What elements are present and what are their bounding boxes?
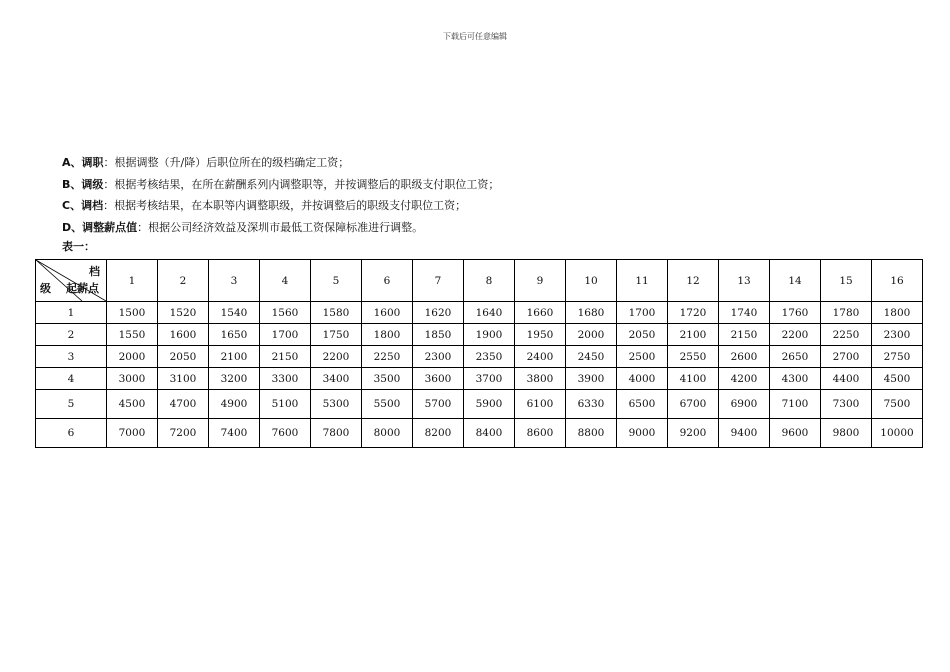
salary-cell: 1680 bbox=[566, 302, 617, 324]
table-row bbox=[36, 346, 923, 368]
column-header: 12 bbox=[668, 260, 719, 302]
salary-cell: 10000 bbox=[872, 419, 923, 448]
salary-cell: 2100 bbox=[209, 346, 260, 368]
salary-cell: 2200 bbox=[311, 346, 362, 368]
salary-cell: 9800 bbox=[821, 419, 872, 448]
salary-cell: 2300 bbox=[413, 346, 464, 368]
salary-cell: 5300 bbox=[311, 390, 362, 419]
salary-cell: 3100 bbox=[158, 368, 209, 390]
level-cell: 3 bbox=[36, 346, 107, 368]
salary-cell: 1600 bbox=[362, 302, 413, 324]
salary-cell: 6330 bbox=[566, 390, 617, 419]
salary-cell: 7400 bbox=[209, 419, 260, 448]
salary-cell: 2500 bbox=[617, 346, 668, 368]
salary-cell: 7000 bbox=[107, 419, 158, 448]
starting-salary-label: 起薪点 bbox=[66, 282, 99, 295]
salary-cell: 3900 bbox=[566, 368, 617, 390]
column-header: 6 bbox=[362, 260, 413, 302]
salary-cell: 8200 bbox=[413, 419, 464, 448]
salary-cell: 4100 bbox=[668, 368, 719, 390]
salary-cell: 4400 bbox=[821, 368, 872, 390]
diagonal-corner-cell bbox=[36, 260, 107, 302]
salary-cell: 1640 bbox=[464, 302, 515, 324]
salary-cell: 1950 bbox=[515, 324, 566, 346]
rule-text: ：根据调整（升/降）后职位所在的级档确定工资； bbox=[103, 156, 350, 169]
salary-cell: 2550 bbox=[668, 346, 719, 368]
level-cell: 4 bbox=[36, 368, 107, 390]
level-cell: 6 bbox=[36, 419, 107, 448]
salary-cell: 1500 bbox=[107, 302, 158, 324]
column-header: 10 bbox=[566, 260, 617, 302]
salary-cell: 2750 bbox=[872, 346, 923, 368]
salary-cell: 2350 bbox=[464, 346, 515, 368]
level-label: 级 bbox=[40, 282, 51, 295]
salary-cell: 2700 bbox=[821, 346, 872, 368]
level-cell: 1 bbox=[36, 302, 107, 324]
salary-cell: 6100 bbox=[515, 390, 566, 419]
salary-cell: 2450 bbox=[566, 346, 617, 368]
salary-grade-table bbox=[35, 259, 923, 448]
salary-cell: 8600 bbox=[515, 419, 566, 448]
column-header: 4 bbox=[260, 260, 311, 302]
salary-cell: 6900 bbox=[719, 390, 770, 419]
salary-cell: 2150 bbox=[260, 346, 311, 368]
salary-cell: 7500 bbox=[872, 390, 923, 419]
salary-cell: 4500 bbox=[107, 390, 158, 419]
table-body bbox=[36, 302, 923, 448]
salary-cell: 1700 bbox=[617, 302, 668, 324]
salary-cell: 9600 bbox=[770, 419, 821, 448]
rule-text: ：根据公司经济效益及深圳市最低工资保障标准进行调整。 bbox=[137, 220, 424, 234]
salary-cell: 2050 bbox=[158, 346, 209, 368]
table-row bbox=[36, 390, 923, 419]
grade-step-label: 档 bbox=[89, 265, 100, 278]
column-header: 5 bbox=[311, 260, 362, 302]
salary-cell: 5100 bbox=[260, 390, 311, 419]
salary-cell: 4900 bbox=[209, 390, 260, 419]
rule-d bbox=[62, 217, 499, 239]
salary-cell: 1750 bbox=[311, 324, 362, 346]
rule-a bbox=[62, 152, 499, 174]
salary-cell: 3500 bbox=[362, 368, 413, 390]
salary-cell: 1740 bbox=[719, 302, 770, 324]
rule-key: C、调档 bbox=[62, 199, 104, 212]
salary-cell: 3800 bbox=[515, 368, 566, 390]
rule-b bbox=[62, 174, 499, 196]
salary-cell: 1580 bbox=[311, 302, 362, 324]
salary-cell: 3000 bbox=[107, 368, 158, 390]
salary-cell: 1800 bbox=[872, 302, 923, 324]
salary-cell: 4300 bbox=[770, 368, 821, 390]
column-header: 13 bbox=[719, 260, 770, 302]
salary-cell: 2000 bbox=[566, 324, 617, 346]
salary-cell: 3600 bbox=[413, 368, 464, 390]
salary-cell: 1720 bbox=[668, 302, 719, 324]
salary-cell: 2100 bbox=[668, 324, 719, 346]
table-header-row bbox=[36, 260, 923, 302]
salary-cell: 1620 bbox=[413, 302, 464, 324]
salary-cell: 3700 bbox=[464, 368, 515, 390]
salary-cell: 8800 bbox=[566, 419, 617, 448]
column-header: 7 bbox=[413, 260, 464, 302]
salary-cell: 2200 bbox=[770, 324, 821, 346]
level-cell: 5 bbox=[36, 390, 107, 419]
salary-cell: 8400 bbox=[464, 419, 515, 448]
rule-key: A、调职 bbox=[62, 156, 104, 169]
salary-cell: 2250 bbox=[362, 346, 413, 368]
adjustment-rules bbox=[62, 152, 499, 238]
column-header: 3 bbox=[209, 260, 260, 302]
salary-cell: 2400 bbox=[515, 346, 566, 368]
salary-cell: 1700 bbox=[260, 324, 311, 346]
salary-cell: 1560 bbox=[260, 302, 311, 324]
salary-cell: 3200 bbox=[209, 368, 260, 390]
column-header: 15 bbox=[821, 260, 872, 302]
salary-cell: 2250 bbox=[821, 324, 872, 346]
rule-text: ：根据考核结果，在本职等内调整职级，并按调整后的职级支付职位工资； bbox=[103, 199, 467, 212]
table-row bbox=[36, 302, 923, 324]
salary-cell: 1520 bbox=[158, 302, 209, 324]
table-caption: 表一： bbox=[62, 240, 95, 253]
salary-cell: 1600 bbox=[158, 324, 209, 346]
salary-cell: 1850 bbox=[413, 324, 464, 346]
salary-cell: 5700 bbox=[413, 390, 464, 419]
salary-cell: 9200 bbox=[668, 419, 719, 448]
column-header: 2 bbox=[158, 260, 209, 302]
column-header: 1 bbox=[107, 260, 158, 302]
salary-cell: 2300 bbox=[872, 324, 923, 346]
level-cell: 2 bbox=[36, 324, 107, 346]
column-header: 11 bbox=[617, 260, 668, 302]
salary-cell: 4000 bbox=[617, 368, 668, 390]
salary-cell: 7300 bbox=[821, 390, 872, 419]
salary-cell: 2650 bbox=[770, 346, 821, 368]
salary-cell: 1900 bbox=[464, 324, 515, 346]
salary-cell: 8000 bbox=[362, 419, 413, 448]
salary-cell: 4500 bbox=[872, 368, 923, 390]
rule-text: ：根据考核结果，在所在薪酬系列内调整职等，并按调整后的职级支付职位工资； bbox=[103, 177, 500, 191]
column-header: 9 bbox=[515, 260, 566, 302]
salary-cell: 4200 bbox=[719, 368, 770, 390]
salary-cell: 1660 bbox=[515, 302, 566, 324]
salary-cell: 1650 bbox=[209, 324, 260, 346]
salary-cell: 2600 bbox=[719, 346, 770, 368]
table-row bbox=[36, 324, 923, 346]
salary-cell: 4700 bbox=[158, 390, 209, 419]
salary-cell: 3300 bbox=[260, 368, 311, 390]
salary-cell: 5500 bbox=[362, 390, 413, 419]
rule-key: B、调级 bbox=[62, 177, 104, 191]
salary-cell: 1780 bbox=[821, 302, 872, 324]
salary-cell: 2050 bbox=[617, 324, 668, 346]
column-header: 16 bbox=[872, 260, 923, 302]
column-header: 14 bbox=[770, 260, 821, 302]
salary-cell: 5900 bbox=[464, 390, 515, 419]
rule-key: D、调整薪点值 bbox=[62, 220, 138, 234]
salary-cell: 1550 bbox=[107, 324, 158, 346]
table-row bbox=[36, 368, 923, 390]
salary-cell: 7800 bbox=[311, 419, 362, 448]
salary-cell: 1540 bbox=[209, 302, 260, 324]
salary-cell: 7600 bbox=[260, 419, 311, 448]
salary-cell: 6700 bbox=[668, 390, 719, 419]
salary-cell: 9400 bbox=[719, 419, 770, 448]
salary-cell: 6500 bbox=[617, 390, 668, 419]
header-note: 下载后可任意编辑 bbox=[443, 32, 507, 41]
salary-cell: 7100 bbox=[770, 390, 821, 419]
salary-cell: 2150 bbox=[719, 324, 770, 346]
salary-cell: 9000 bbox=[617, 419, 668, 448]
salary-cell: 1760 bbox=[770, 302, 821, 324]
salary-cell: 3400 bbox=[311, 368, 362, 390]
salary-cell: 2000 bbox=[107, 346, 158, 368]
table-row bbox=[36, 419, 923, 448]
rule-c bbox=[62, 195, 499, 217]
salary-cell: 7200 bbox=[158, 419, 209, 448]
column-header: 8 bbox=[464, 260, 515, 302]
salary-cell: 1800 bbox=[362, 324, 413, 346]
